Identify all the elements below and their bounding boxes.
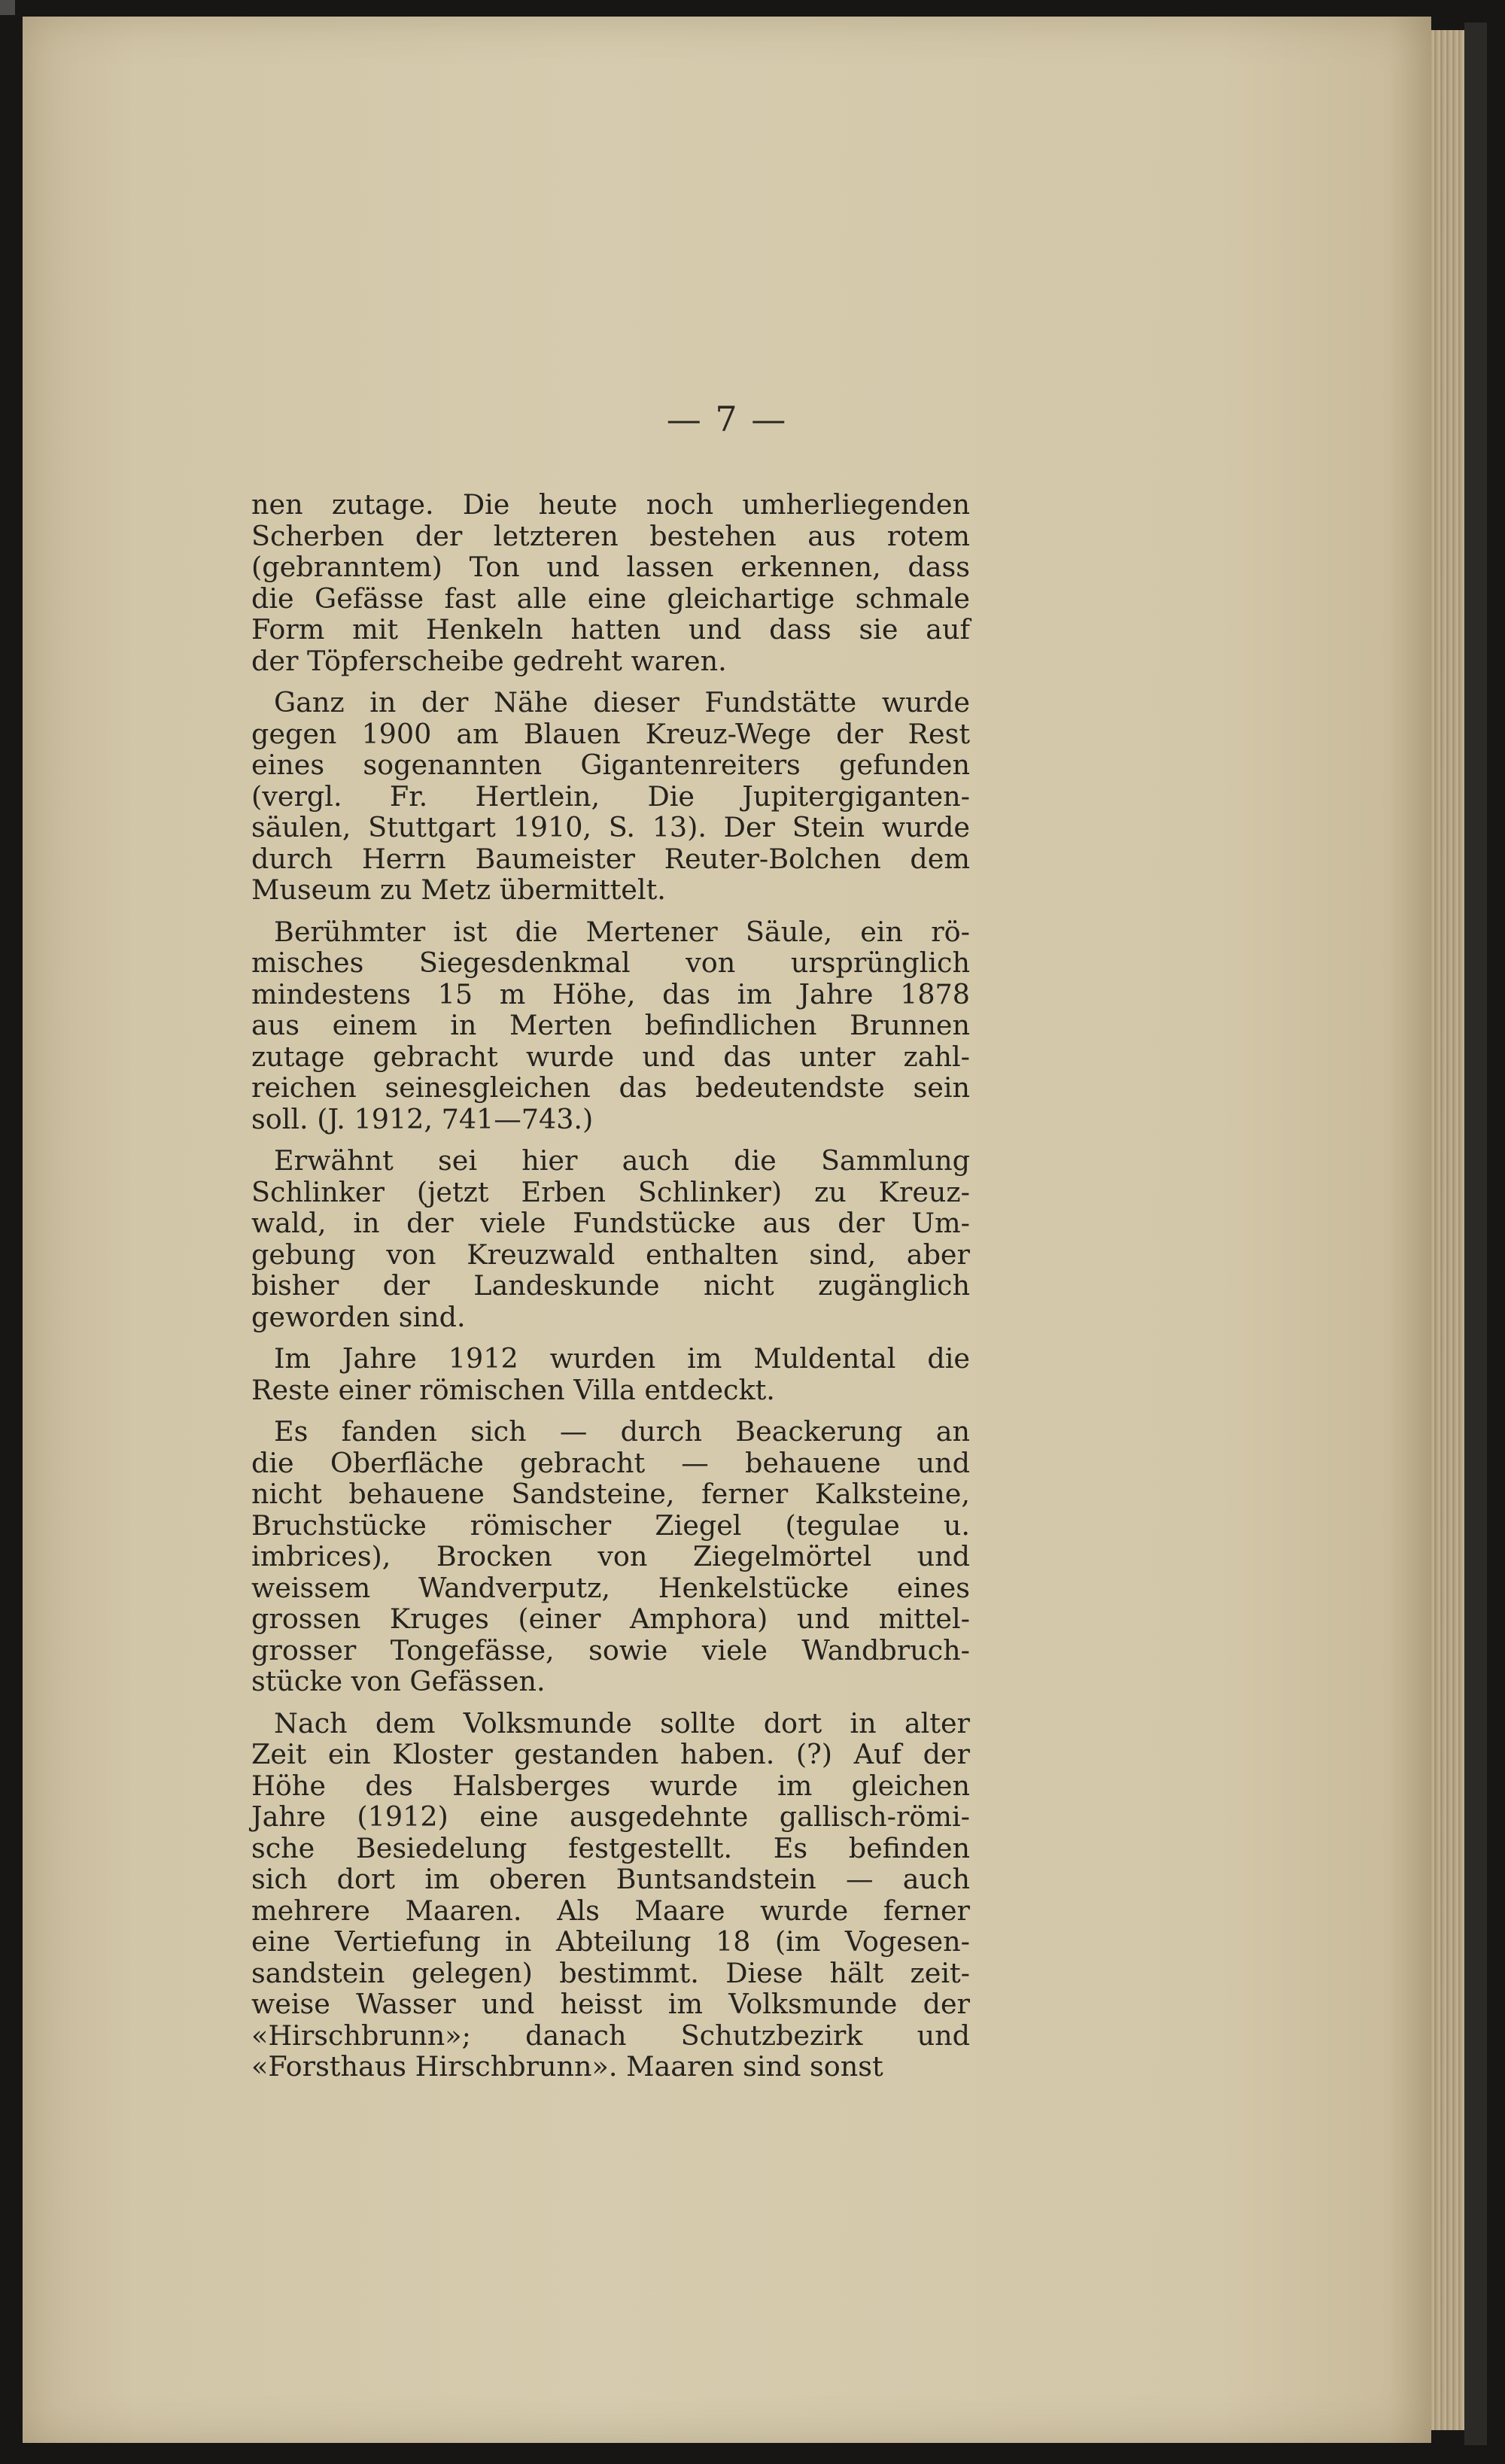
text-line: bisher der Landeskunde nicht zugänglich [251,1269,970,1302]
body-text [251,489,970,2083]
text-line: die Oberfläche gebracht — behauene und [251,1446,970,1479]
text-line: wald, in der viele Fundstücke aus der Um- [251,1207,970,1239]
text-line: (vergl. Fr. Hertlein, Die Jupitergiganten- [251,779,970,813]
text-line: grossen Kruges (einer Amphora) und mittel- [251,1603,970,1635]
text-line: aus einem in Merten befindlichen Brunnen [251,1009,970,1041]
paragraph [251,1416,970,1697]
text-line: zutage gebracht wurde und das unter zahl- [251,1040,970,1073]
paragraph [251,1708,970,2083]
book-cover-edge [1464,23,1487,2445]
page-number: — 7 — [666,399,788,439]
paragraph [251,1343,970,1405]
text-line: Ganz in der Nähe dieser Fundstätte wurde [274,686,970,719]
text-line: Reste einer römischen Villa entdeckt. [251,1373,775,1406]
text-line: Höhe des Halsberges wurde im gleichen [251,1769,970,1802]
text-line: Berühmter ist die Mertener Säule, ein rö- [274,915,970,948]
text-line: weissem Wandverputz, Henkelstücke eines [251,1571,970,1604]
text-line: Nach dem Volksmunde sollte dort in alter [274,1706,970,1739]
text-line: misches Siegesdenkmal von ursprünglich [251,946,970,979]
text-line: Bruchstücke römischer Ziegel (tegulae u. [251,1508,970,1542]
text-line: eine Vertiefung in Abteilung 18 (im Vogesen- [251,1925,970,1958]
paragraph [251,489,970,676]
text-line: Jahre (1912) eine ausgedehnte gallisch-römi- [251,1800,970,1833]
text-line: durch Herrn Baumeister Reuter-Bolchen dem [251,842,970,875]
text-line: (gebranntem) Ton und lassen erkennen, dass [251,551,970,583]
text-line: Museum zu Metz übermittelt. [251,873,666,906]
text-line: geworden sind. [251,1300,466,1333]
scan-corner-mark [0,0,15,15]
paragraph [251,1145,970,1332]
text-line: sich dort im oberen Buntsandstein — auch [251,1863,970,1895]
text-line: Scherben der letzteren bestehen aus rotem [251,519,970,552]
text-line: stücke von Gefässen. [251,1665,546,1697]
text-line: weise Wasser und heisst im Volksmunde der [251,1988,970,2020]
text-line: gebung von Kreuzwald enthalten sind, aber [251,1238,970,1271]
text-line: nicht behauene Sandsteine, ferner Kalksteine, [251,1478,970,1510]
text-line: Im Jahre 1912 wurden im Muldental die [274,1342,970,1375]
page-stack-edge [1431,30,1464,2430]
text-line: imbrices), Brocken von Ziegelmörtel und [251,1540,970,1572]
text-line: sandstein gelegen) bestimmt. Diese hält zeit- [251,1956,970,1989]
text-line: Form mit Henkeln hatten und dass sie auf [251,613,970,646]
paragraph [251,916,970,1135]
text-line: «Hirschbrunn»; danach Schutzbezirk und [251,2019,970,2052]
page-sheet [23,17,1431,2443]
text-line: sche Besiedelung festgestellt. Es befinden [251,1831,970,1864]
text-line: Zeit ein Kloster gestanden haben. (?) Auf der [251,1738,970,1770]
text-line: der Töpferscheibe gedreht waren. [251,644,727,677]
text-line: nen zutage. Die heute noch umherliegenden [251,488,970,521]
text-line: mehrere Maaren. Als Maare wurde ferner [251,1894,970,1927]
text-line: Schlinker (jetzt Erben Schlinker) zu Kreuz- [251,1175,970,1208]
text-line: Es fanden sich — durch Beackerung an [274,1415,970,1448]
text-line: «Forsthaus Hirschbrunn». Maaren sind sonst [251,2050,883,2083]
text-line: reichen seinesgleichen das bedeutendste sein [251,1071,970,1104]
text-line: mindestens 15 m Höhe, das im Jahre 1878 [251,977,970,1010]
text-line: soll. (J. 1912, 741—743.) [251,1102,594,1135]
text-line: grosser Tongefässe, sowie viele Wandbruch- [251,1633,970,1666]
text-line: die Gefässe fast alle eine gleichartige schmale [251,582,970,615]
paragraph [251,687,970,906]
text-line: gegen 1900 am Blauen Kreuz-Wege der Rest [251,717,970,750]
text-line: eines sogenannten Gigantenreiters gefunden [251,749,970,781]
text-line: Erwähnt sei hier auch die Sammlung [274,1144,970,1177]
text-line: säulen, Stuttgart 1910, S. 13). Der Stein wurde [251,811,970,843]
